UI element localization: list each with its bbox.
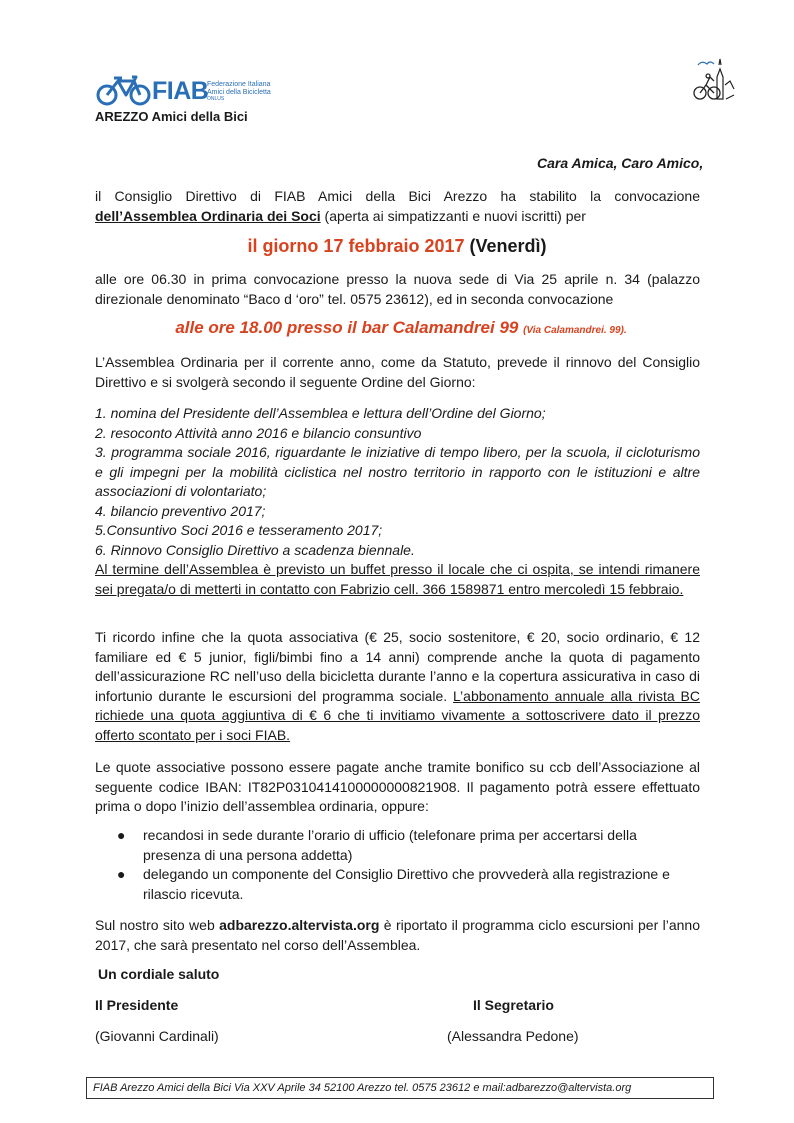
agenda-item: 2. resoconto Attività anno 2016 e bilancio consuntivo	[95, 424, 422, 441]
website-text-a: Sul nostro sito web	[95, 917, 220, 933]
footer: FIAB Arezzo Amici della Bici Via XXV Aprile 34 52100 Arezzo tel. 0575 23612 e mail:adbarezzo@altervista.org	[86, 1077, 714, 1099]
logo-subtitle	[207, 81, 271, 104]
agenda-item: 5.Consuntivo Soci 2016 e tesseramento 2017;	[95, 522, 383, 538]
meeting-time	[0, 318, 794, 338]
president-name: (Giovanni Cardinali)	[95, 1028, 219, 1044]
agenda-item: 6. Rinnovo Consiglio Direttivo a scadenza biennale.	[95, 541, 415, 558]
membership-fee-text: Ti ricordo infine che la quota associativa (€ 25, socio sostenitore, € 20, socio ordinario, € 12 familiare ed € 5 junior, figli/bimbi fino a 14 anni) comprende anche la quota di pagamento dell’assicurazione RC nell’uso della bicicletta durante l’anno e la copertura assicurativa in caso di infortunio durante le escursioni del programma sociale.	[95, 629, 700, 704]
membership-fee-paragraph	[95, 628, 700, 745]
intro-line-2-rest: (aperta ai simpatizzanti e nuovi iscritti) per	[320, 207, 586, 224]
website-link[interactable]: adbarezzo.altervista.org	[219, 917, 380, 933]
agenda-list	[95, 404, 700, 599]
logo-subtitle-line: ONLUS	[207, 96, 225, 102]
agenda-item: 1. nomina del Presidente dell’Assemblea e lettura dell’Ordine del Giorno;	[95, 405, 546, 421]
meeting-date-red: il giorno 17 febbraio 2017	[247, 236, 465, 256]
payment-options-list	[95, 826, 700, 904]
meeting-date	[0, 236, 794, 257]
fiab-logo	[96, 72, 296, 108]
intro-paragraph	[95, 187, 700, 226]
list-item-text: delegando un componente del Consiglio Direttivo che provvederà alla registrazione e rilascio ricevuta.	[143, 866, 670, 902]
org-name: AREZZO Amici della Bici	[95, 109, 248, 124]
intro-line-2	[95, 207, 700, 227]
meeting-time-address: (Via Calamandrei. 99).	[523, 325, 627, 336]
secretary-title: Il Segretario	[473, 997, 554, 1013]
president-title: Il Presidente	[95, 997, 179, 1013]
list-item	[95, 826, 700, 865]
agenda-item: 3. programma sociale 2016, riguardante le iniziative di tempo libero, per la scuola, il cicloturismo e gli impegni per la mobilità ciclistica nel nostro territorio in rapporto con le istituzioni e altre associazioni di volontariato;	[95, 444, 700, 499]
bullet-icon: ●	[117, 827, 126, 843]
list-item-text: recandosi in sede durante l’orario di ufficio (telefonare prima per accertarsi della presenza di una persona addetta)	[143, 827, 637, 863]
logo-text: FIAB	[152, 77, 209, 105]
secretary-name: (Alessandra Pedone)	[447, 1028, 579, 1044]
magazine-subscription-note: L’abbonamento annuale alla rivista BC richiede una quota aggiuntiva di € 6 che ti invitiamo vivamente a sottoscrivere dato il prezzo offerto scontato per i soci FIAB.	[95, 687, 701, 743]
bicycle-icon	[96, 73, 156, 107]
first-convocation-paragraph: alle ore 06.30 in prima convocazione presso la nuova sede di Via 25 aprile n. 34 (palazzo direzionale denominato “Baco d ‘oro” tel. 0575 23612), ed in seconda convocazione	[95, 271, 700, 307]
agenda-intro: L’Assemblea Ordinaria per il corrente anno, come da Statuto, prevede il rinnovo del Consiglio Direttivo e si svolgerà secondo il seguente Ordine del Giorno:	[95, 354, 700, 390]
cyclist-tower-drawing	[690, 55, 740, 105]
meeting-day: (Venerdì)	[464, 236, 547, 256]
buffet-note: Al termine dell’Assemblea è previsto un buffet presso il locale che ci ospita, se intendi rimanere sei pregata/o di metterti in contatto con Fabrizio cell. 366 1589871 entro mercoledì 15 febbraio.	[95, 561, 700, 597]
closing: Un cordiale saluto	[98, 966, 220, 982]
website-paragraph	[95, 916, 700, 955]
list-item	[95, 865, 700, 904]
bullet-icon: ●	[117, 866, 126, 882]
payment-paragraph: Le quote associative possono essere pagate anche tramite bonifico su ccb dell’Associazione al seguente codice IBAN: IT82P0310414100000000821908. Il pagamento potrà essere effettuato prima o dopo l’inizio dell’assemblea ordinaria, oppure:	[95, 759, 700, 814]
logo-subtitle-line: Federazione Italiana	[207, 81, 271, 88]
logo-subtitle-line: Amici della Bicicletta	[207, 88, 271, 96]
intro-line-1: il Consiglio Direttivo di FIAB Amici della Bici Arezzo ha stabilito la convocazione	[95, 188, 700, 204]
greeting: Cara Amica, Caro Amico,	[537, 155, 704, 171]
assembly-name: dell’Assemblea Ordinaria dei Soci	[95, 207, 321, 224]
meeting-time-main: alle ore 18.00 presso il bar Calamandrei 99	[175, 318, 519, 337]
website-text-b: è riportato il programma ciclo escursioni per l’anno 2017, che sarà presentato nel corso dell’Assemblea.	[95, 917, 700, 953]
agenda-item: 4. bilancio preventivo 2017;	[95, 502, 266, 519]
